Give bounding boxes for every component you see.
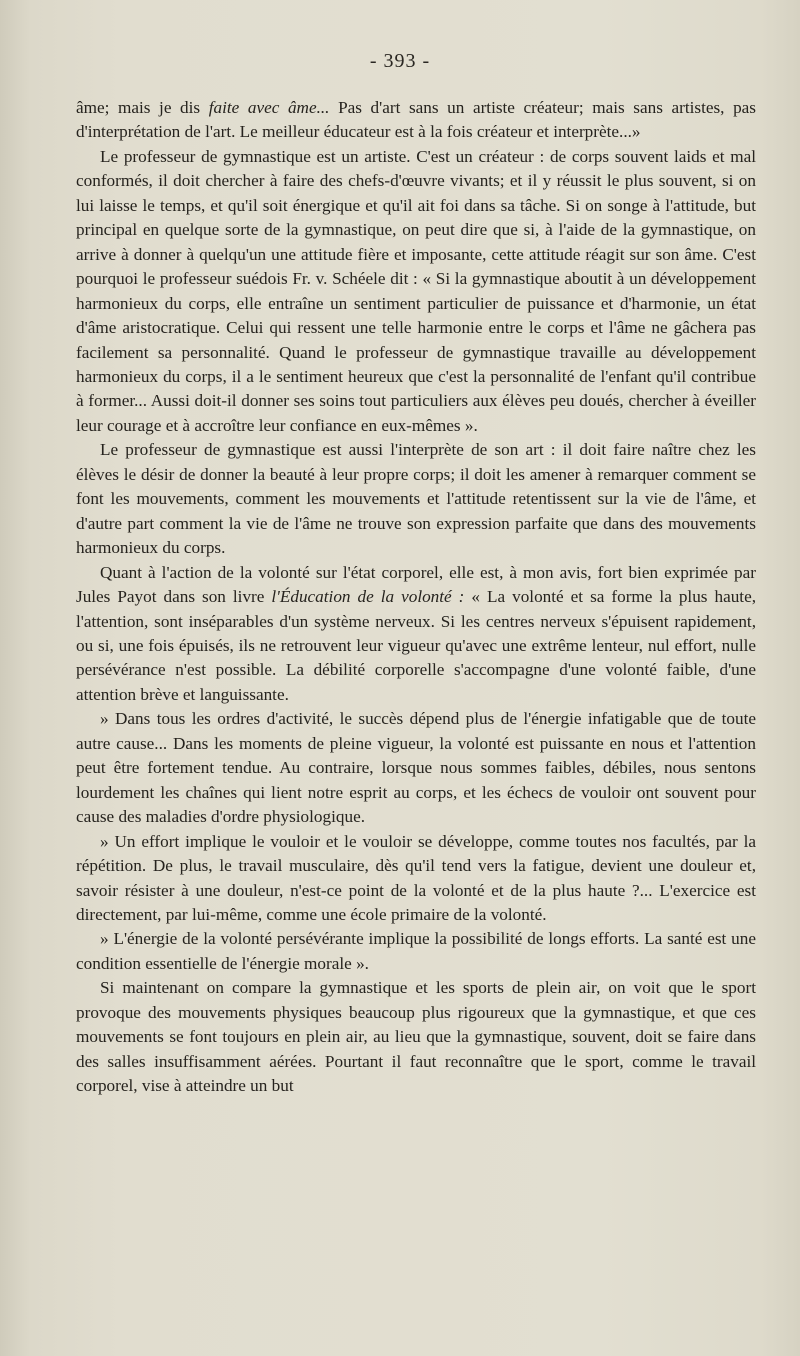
paragraph-4-book-title: l'Éducation de la volonté : bbox=[271, 587, 465, 607]
paragraph-4 bbox=[76, 561, 756, 708]
paragraph-1-text-a: âme; mais je dis bbox=[76, 98, 209, 117]
paragraph-7: » L'énergie de la volonté persévérante implique la possibilité de longs efforts. La santé est une condition essentielle de l'énergie morale ». bbox=[76, 929, 756, 973]
paragraph-4-text-c: « La volonté et sa forme la plus haute, l'attention, sont inséparables d'un système nerveux. Si les centres nerveux s'épuisent rapidement, ou si, une fois épuisés, ils ne retrouvent leur vigueur qu'avec une extrême lenteur, nul effort, nulle persévérance n'est possible. La débilité corporelle s'accompagne d'une volonté faible, d'une attention brève et languissante. bbox=[76, 587, 756, 704]
paragraph-6: » Un effort implique le vouloir et le vouloir se développe, comme toutes nos facultés, par la répétition. De plus, le travail musculaire, dès qu'il tend vers la fatigue, devient une douleur et, savoir résister à une douleur, n'est-ce point de la volonté et de la plus haute ?... L'exercice est directement, par lui-même, comme une école primaire de la volonté. bbox=[76, 831, 756, 924]
paragraph-8: Si maintenant on compare la gymnastique et les sports de plein air, on voit que le sport provoque des mouvements physiques beaucoup plus rigoureux que la gymnastique, et que ces mouvements se font toujours en plein air, au lieu que la gymnastique, souvent, doit se faire dans des salles insuffisamment aérées. Pourtant il faut reconnaître que le sport, comme le travail corporel, vise à atteindre un but bbox=[76, 978, 756, 1096]
paragraph-5: » Dans tous les ordres d'activité, le succès dépend plus de l'énergie infatigable que de toute autre cause... Dans les moments de pleine vigueur, la volonté est puissante en nous et l'attention peut être fortement tendue. Au contraire, lorsque nous sommes faibles, débiles, nous sentons lourdement les chaînes qui lient notre esprit au corps, et les échecs de vouloir ont souvent pour cause des maladies d'ordre physiologique. bbox=[76, 709, 756, 827]
paragraph-3: Le professeur de gymnastique est aussi l'interprète de son art : il doit faire naître chez les élèves le désir de donner la beauté à leur propre corps; il doit les amener à remarquer comment se font les mouvements, comment les mouvements et l'attitude retentissent sur la vie de l'âme, et d'autre part comment la vie de l'âme ne trouve son expression parfaite que dans des mouvements harmonieux du corps. bbox=[76, 440, 756, 558]
paragraph-2: Le professeur de gymnastique est un artiste. C'est un créateur : de corps souvent laids et mal conformés, il doit chercher à faire des chefs-d'œuvre vivants; et il y réussit le plus souvent, si on lui laisse le temps, et qu'il soit énergique et qu'il ait foi dans sa tâche. Si on songe à l'attitude, but principal en quelque sorte de la gymnastique, on peut dire que si, à l'aide de la gymnastique, on arrive à donner à quelqu'un une attitude fière et imposante, cette attitude réagit sur son âme. C'est pourquoi le professeur suédois Fr. v. Schéele dit : « Si la gymnastique aboutit à un développement harmonieux du corps, elle entraîne un sentiment particulier de puissance et d'harmonie, un état d'âme aristocratique. Celui qui ressent une telle harmonie entre le corps et l'âme ne gâchera pas facilement sa personnalité. Quand le professeur de gymnastique travaille au développement harmonieux du corps, il a le sentiment heureux que c'est la personnalité de l'enfant qu'il contribue à former... Aussi doit-il donner ses soins tout particuliers aux élèves peu doués, chercher à éveiller leur courage et à accroître leur confiance en eux-mêmes ». bbox=[76, 146, 756, 435]
paragraph-4-text-a: Quant à l'action de la volonté sur l'état corporel, elle est, à mon avis, fort bien exprimée par Jules Payot dans son livre bbox=[76, 562, 756, 607]
paragraph-1 bbox=[76, 96, 756, 145]
body-text bbox=[76, 96, 756, 1099]
paragraph-1-text-c: Pas d'art sans un artiste créateur; mais sans artistes, pas d'interprétation de l'art. Le meilleur éducateur est à la fois créateur et interprète...» bbox=[76, 98, 756, 142]
paragraph-1-italic: faite avec âme... bbox=[208, 98, 330, 117]
page-number: - 393 - bbox=[369, 50, 431, 72]
